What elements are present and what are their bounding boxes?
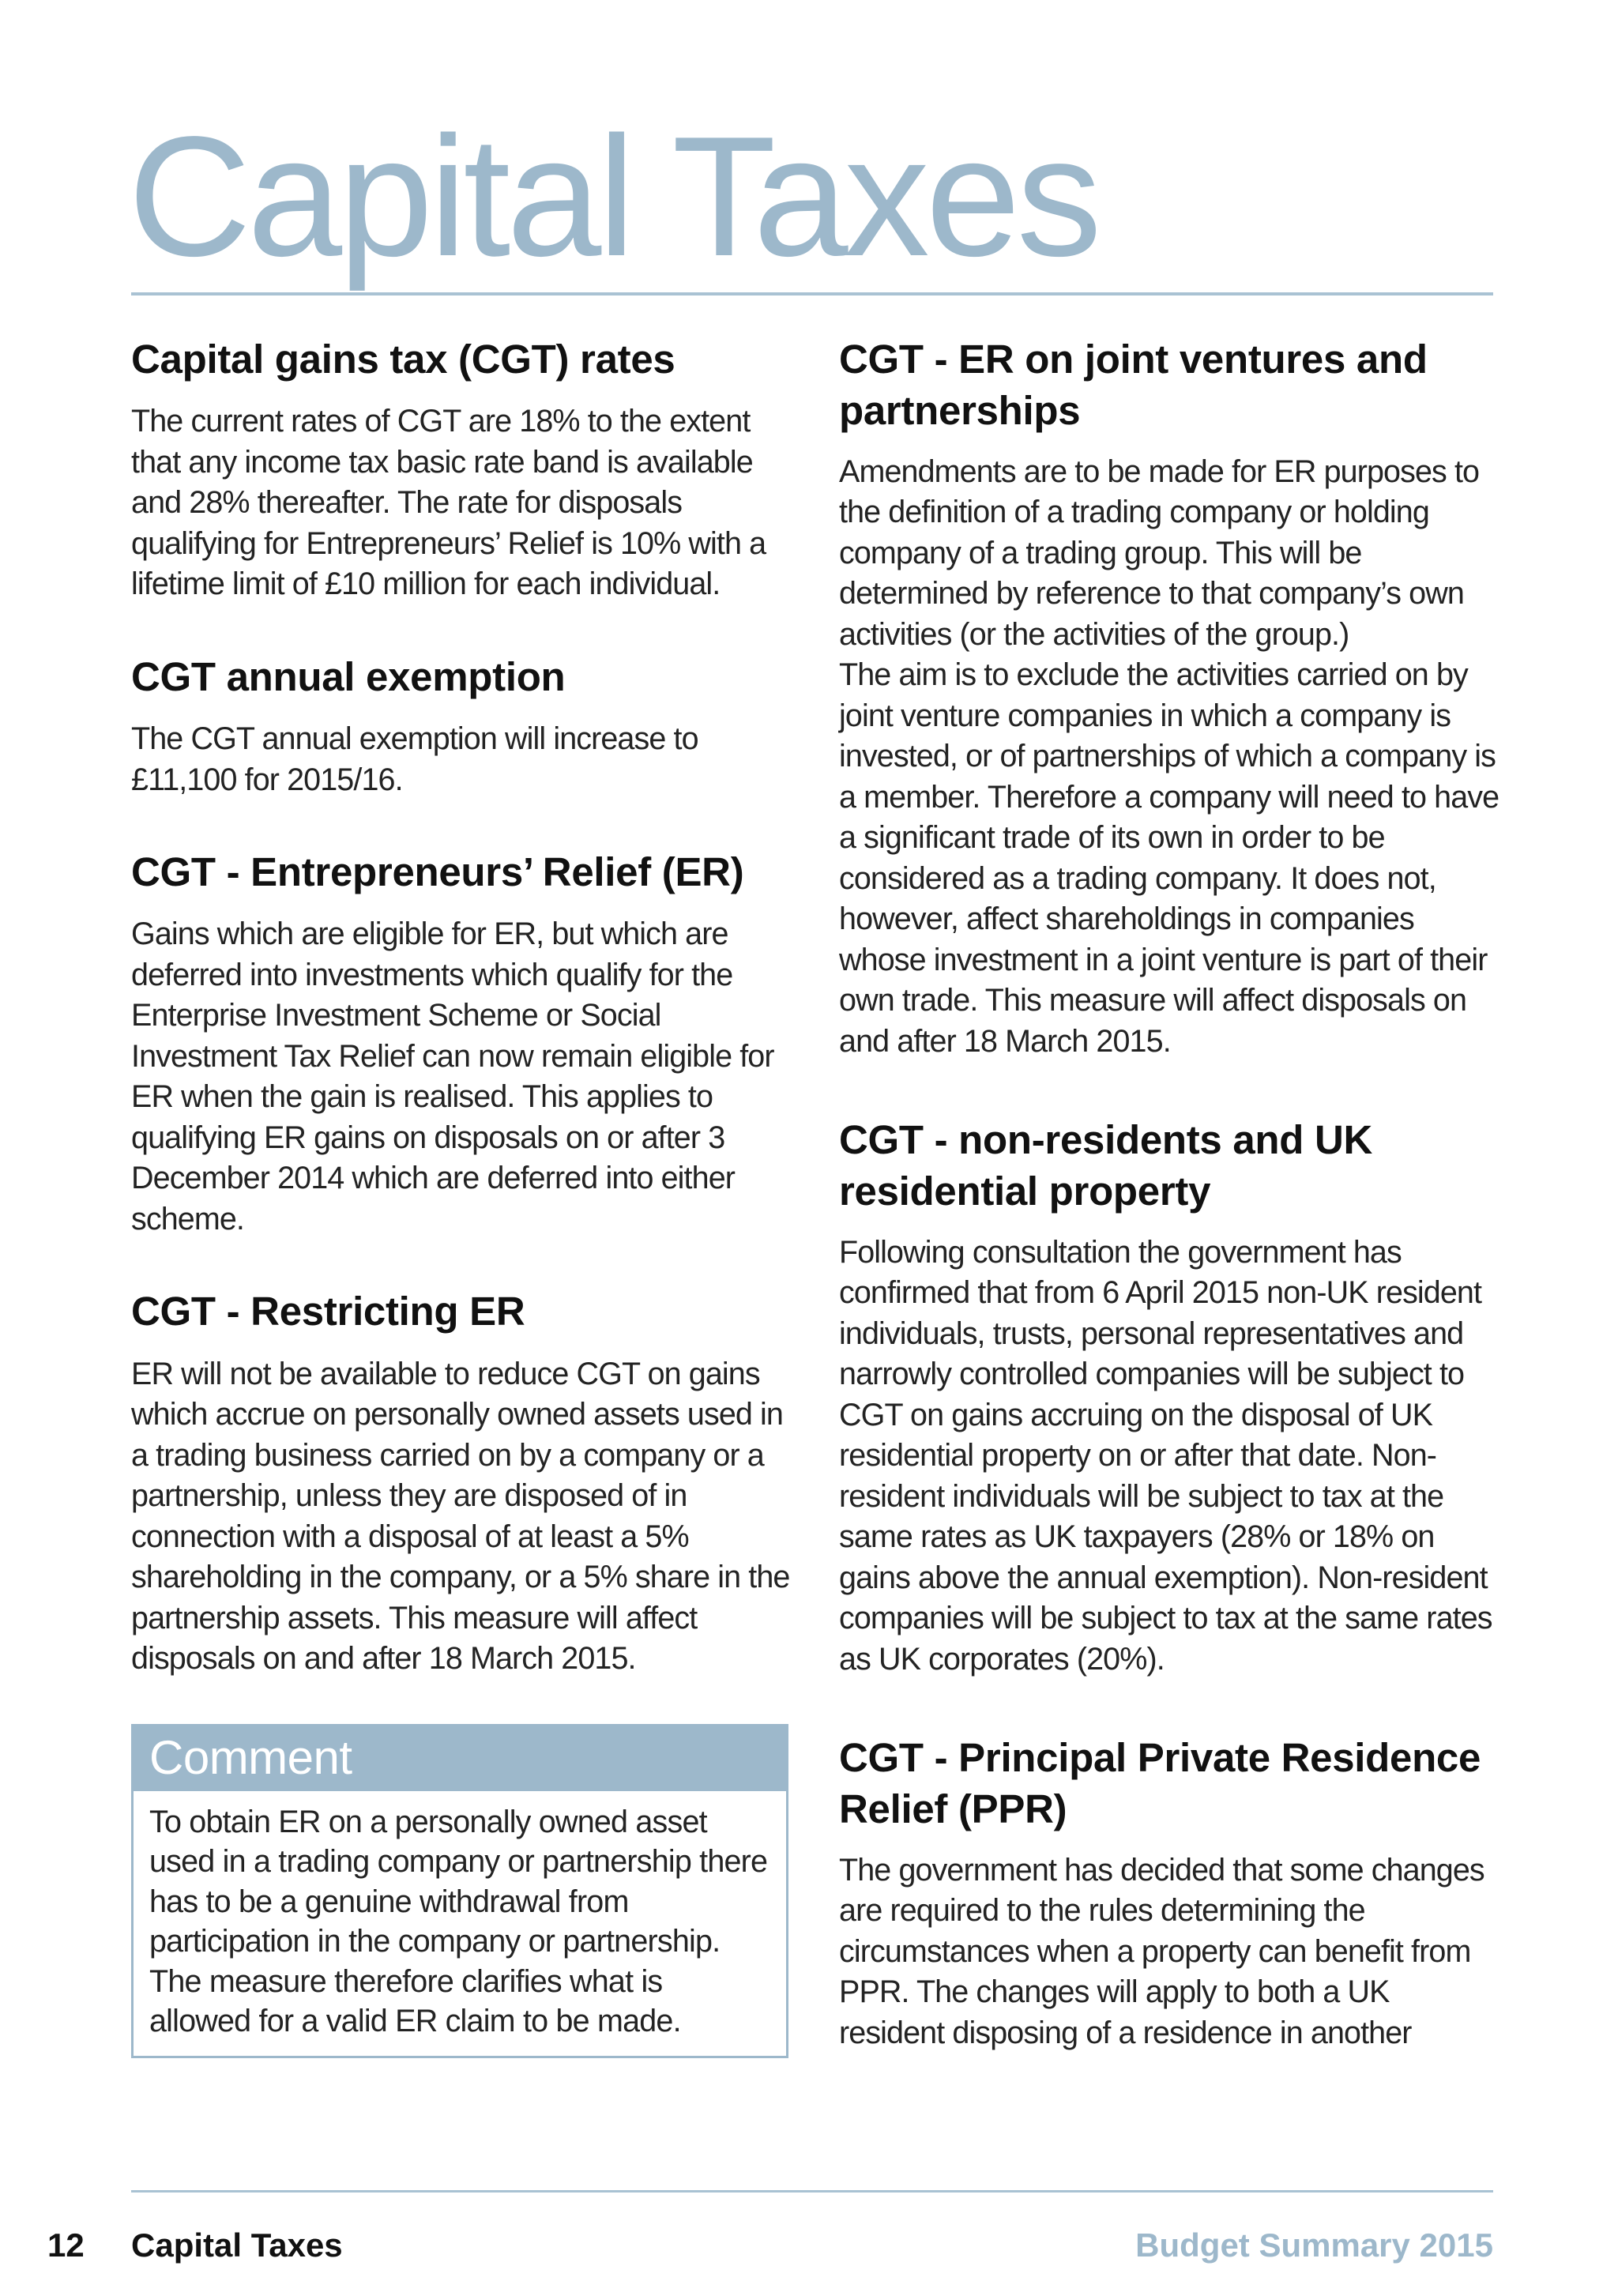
section-heading-ppr: CGT - Principal Private Residence Relief (PPR) (839, 1735, 1481, 1832)
comment-text: To obtain ER on a personally owned asset used in a trading company or partnership there has to be a genuine withdrawal from participation in the company or partnership. The measure therefore clarifies what is allowed for a valid ER claim to be made. (149, 1804, 768, 2039)
section-heading-joint-ventures: CGT - ER on joint ventures and partnerships (839, 337, 1428, 434)
right-column (839, 333, 1503, 2053)
title-divider (131, 292, 1493, 295)
section-text-ppr: The government has decided that some changes are required to the rules determining the circumstances when a property can benefit from PPR. The changes will apply to both a UK resident disposing of a residence in another (839, 1852, 1484, 2050)
comment-heading: Comment (134, 1726, 786, 1791)
comment-box (131, 1724, 788, 2058)
footer-divider (131, 2190, 1493, 2192)
section-text-restricting-er: ER will not be available to reduce CGT on gains which accrue on personally owned assets used in a trading business carried on by a company or a partnership, unless they are disposed of in connection with a disposal of at least a 5% shareholding in the company, or a 5% share in the partnership assets. This measure will affect disposals on and after 18 March 2015. (131, 1356, 790, 1677)
section-text-joint-ventures: Amendments are to be made for ER purposes to the definition of a trading company or holding company of a trading group. This will be determined by reference to that company’s own activities (or the activities of the group.) (839, 454, 1480, 652)
section-heading-non-residents: CGT - non-residents and UK residential property (839, 1117, 1373, 1214)
section-heading-cgt-rates: Capital gains tax (CGT) rates (131, 337, 675, 382)
left-column (131, 333, 795, 2058)
page-title: Capital Taxes (128, 100, 1098, 292)
footer-section-title: Capital Taxes (131, 2226, 343, 2264)
section-text-cgt-rates: The current rates of CGT are 18% to the extent that any income tax basic rate band is available and 28% thereafter. The rate for disposals qualifying for Entrepreneurs’ Relief is 10% with a lifetime limit of £10 million for each individual. (131, 404, 766, 602)
section-text-entrepreneurs-relief: Gains which are eligible for ER, but which are deferred into investments which qualify for the Enterprise Investment Scheme or Social Investment Tax Relief can now remain eligible for ER when the gain is realised. This applies to qualifying ER gains on disposals on or after 3 December 2014 which are deferred into either scheme. (131, 917, 774, 1236)
section-text-annual-exemption: The CGT annual exemption will increase to £11,100 for 2015/16. (131, 721, 698, 797)
footer-publication-title: Budget Summary 2015 (1135, 2226, 1493, 2264)
section-text-non-residents: Following consultation the government has confirmed that from 6 April 2015 non-UK resident individuals, trusts, personal representatives and narrowly controlled companies will be subject to CGT on gains accruing on the disposal of UK residential property on or after that date. Non-resident individuals will be subject to tax at the same rates as UK taxpayers (28% or 18% on gains above the annual exemption). Non-resident companies will be subject to tax at the same rates as UK corporates (20%). (839, 1234, 1492, 1677)
section-heading-entrepreneurs-relief: CGT - Entrepreneurs’ Relief (ER) (131, 849, 744, 895)
section-heading-annual-exemption: CGT annual exemption (131, 653, 566, 699)
page-number: 12 (47, 2226, 85, 2264)
section-text-joint-ventures-2: The aim is to exclude the activities carried on by joint venture companies in which a company is invested, or of partnerships of which a company is a member. Therefore a company will need to have a significant trade of its own in order to be considered as a trading company. It does not, however, affect shareholdings in companies whose investment in a joint venture is part of their own trade. This measure will affect disposals on and after 18 March 2015. (839, 657, 1499, 1059)
section-heading-restricting-er: CGT - Restricting ER (131, 1289, 525, 1334)
